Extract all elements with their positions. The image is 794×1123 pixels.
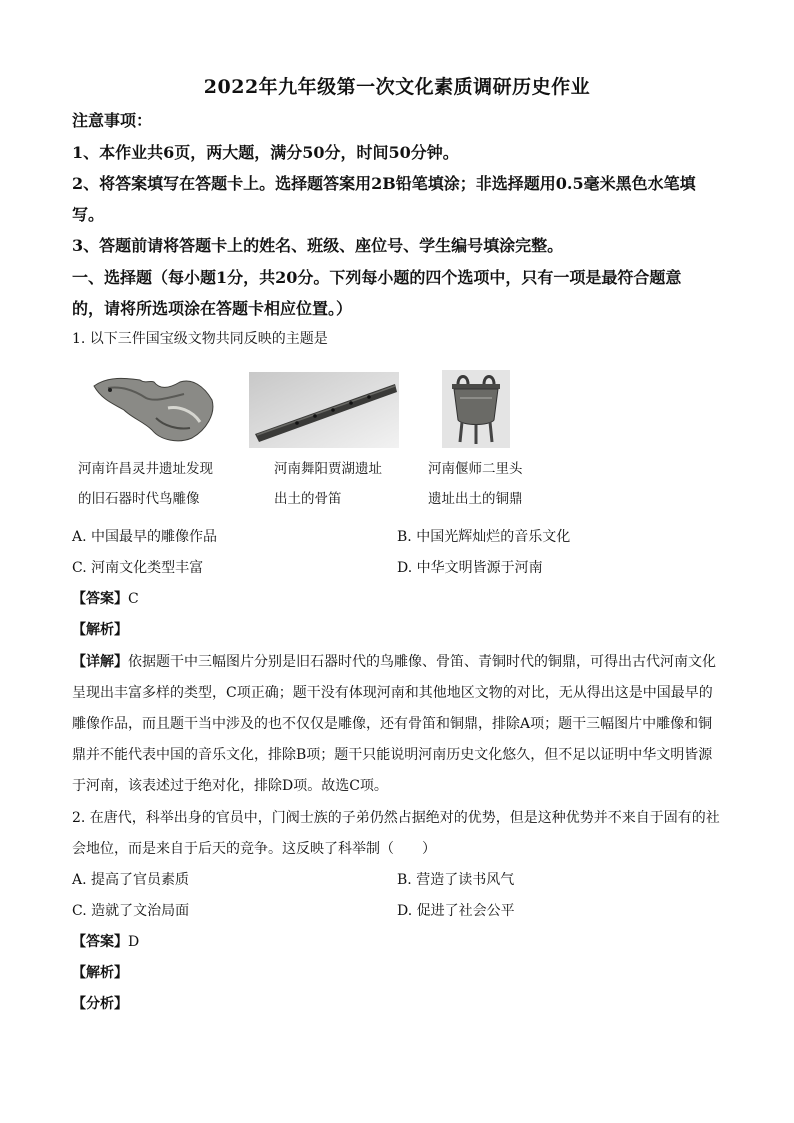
question-1-detail-line1 [72,651,716,671]
section-heading-line2: 的，请将所选项涂在答题卡相应位置。） [72,299,353,318]
section-heading-line1: 一、选择题（每小题1分，共20分。下列每小题的四个选项中，只有一项是最符合题意 [72,268,682,287]
question-2-stem-line1: 2. 在唐代，科举出身的官员中，门阀士族的子弟仍然占据绝对的优势，但是这种优势并不来自于固有的社 [72,810,720,826]
question-2-stem-line2: 会地位，而是来自于后天的竞争。这反映了科举制（ ） [72,841,436,857]
figure-1-caption [78,454,213,514]
figure-2-caption-line2: 出土的骨笛 [274,491,342,507]
answer-tag: 【答案】 [72,934,128,950]
figure-2-caption-line1: 河南舞阳贾湖遗址 [274,461,382,477]
answer-value: D [128,934,140,950]
page-title: 2022年九年级第一次文化素质调研历史作业 [203,76,591,98]
notice-item-1: 1、本作业共6页，两大题，满分50分，时间50分钟。 [72,143,459,162]
question-1-option-c: C. 河南文化类型丰富 [72,560,204,576]
figure-2-caption [274,454,382,514]
question-2-analysis-tag: 【解析】 [72,965,128,981]
question-2-option-a: A. 提高了官员素质 [72,872,190,888]
detail-text: 依据题干中三幅图片分别是旧石器时代的鸟雕像、骨笛、青铜时代的铜鼎，可得出古代河南文化 [128,654,716,670]
answer-tag: 【答案】 [72,591,128,607]
notice-item-2: 2、将答案填写在答题卡上。选择题答案用2B铅笔填涂；非选择题用0.5毫米黑色水笔填 [72,174,696,193]
notice-item-2-continued: 写。 [72,205,105,224]
question-2-fenxi-tag: 【分析】 [72,996,128,1012]
notice-item-3: 3、答题前请将答题卡上的姓名、班级、座位号、学生编号填涂完整。 [72,236,564,255]
question-1-option-b: B. 中国光辉灿烂的音乐文化 [397,529,571,545]
question-2-option-d: D. 促进了社会公平 [397,903,515,919]
bone-flute-image [249,372,399,448]
notice-heading: 注意事项： [72,111,153,130]
figure-3-caption-line2: 遗址出土的铜鼎 [428,491,523,507]
question-1-analysis-tag: 【解析】 [72,622,128,638]
question-1-detail-line4: 鼎并不能代表中国的音乐文化，排除B项；题干只能说明河南历史文化悠久，但不足以证明中华文明皆源 [72,747,713,763]
bronze-ding-image [442,370,510,448]
figure-1-caption-line1: 河南许昌灵井遗址发现 [78,461,213,477]
bird-sculpture-image [88,368,218,448]
question-2-option-c: C. 造就了文治局面 [72,903,190,919]
question-1-detail-line3: 雕像作品，而且题干当中涉及的也不仅仅是雕像，还有骨笛和铜鼎，排除A项；题干三幅图片中雕像和铜 [72,716,713,732]
question-1-detail-line5: 于河南，该表述过于绝对化，排除D项。故选C项。 [72,778,388,794]
figure-3-caption [428,454,523,514]
question-1-option-a: A. 中国最早的雕像作品 [72,529,218,545]
question-1-option-d: D. 中华文明皆源于河南 [397,560,543,576]
figure-3-caption-line1: 河南偃师二里头 [428,461,523,477]
question-2-option-b: B. 营造了读书风气 [397,872,515,888]
detail-tag: 【详解】 [72,654,128,670]
figure-1-caption-line2: 的旧石器时代鸟雕像 [78,491,200,507]
question-2-answer [72,931,139,951]
answer-value: C [128,591,139,607]
question-1-stem: 1. 以下三件国宝级文物共同反映的主题是 [72,331,328,347]
question-1-answer [72,588,139,608]
question-1-detail-line2: 呈现出丰富多样的类型，C项正确；题干没有体现河南和其他地区文物的对比，无从得出这是中国最早的 [72,685,713,701]
